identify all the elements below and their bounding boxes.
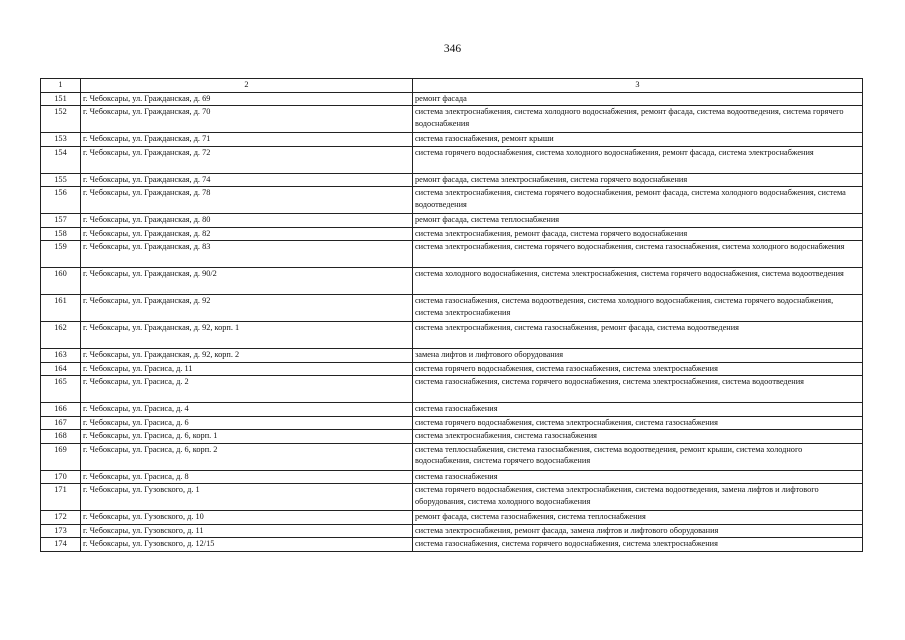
table-row xyxy=(41,106,863,133)
row-number: 163 xyxy=(41,349,81,363)
table-row xyxy=(41,538,863,552)
row-works: система электроснабжения, система газоснабжения xyxy=(413,430,863,444)
row-number: 158 xyxy=(41,227,81,241)
register-table xyxy=(40,78,863,552)
row-number: 153 xyxy=(41,133,81,147)
row-works: система горячего водоснабжения, система электроснабжения, система газоснабжения xyxy=(413,416,863,430)
table-row xyxy=(41,511,863,525)
row-address: г. Чебоксары, ул. Гузовского, д. 11 xyxy=(81,524,413,538)
table-row xyxy=(41,227,863,241)
table-row xyxy=(41,187,863,214)
row-address: г. Чебоксары, ул. Гражданская, д. 92 xyxy=(81,295,413,322)
row-number: 156 xyxy=(41,187,81,214)
row-address: г. Чебоксары, ул. Гузовского, д. 1 xyxy=(81,484,413,511)
row-number: 155 xyxy=(41,173,81,187)
row-works: система газоснабжения, ремонт крыши xyxy=(413,133,863,147)
row-address: г. Чебоксары, ул. Гражданская, д. 71 xyxy=(81,133,413,147)
row-address: г. Чебоксары, ул. Гражданская, д. 92, корп. 1 xyxy=(81,322,413,349)
table-row xyxy=(41,173,863,187)
row-address: г. Чебоксары, ул. Грасиса, д. 6 xyxy=(81,416,413,430)
row-number: 164 xyxy=(41,362,81,376)
page-number: 346 xyxy=(443,43,462,55)
row-number: 167 xyxy=(41,416,81,430)
row-works: система электроснабжения, система горячего водоснабжения, система газоснабжения, система холодного водоснабжения xyxy=(413,241,863,268)
row-address: г. Чебоксары, ул. Гражданская, д. 78 xyxy=(81,187,413,214)
row-number: 166 xyxy=(41,403,81,417)
column-header-number: 1 xyxy=(41,79,81,93)
table-row xyxy=(41,241,863,268)
row-address: г. Чебоксары, ул. Грасиса, д. 2 xyxy=(81,376,413,403)
table-header-row xyxy=(41,79,863,93)
table-row xyxy=(41,403,863,417)
row-address: г. Чебоксары, ул. Грасиса, д. 11 xyxy=(81,362,413,376)
row-works: система электроснабжения, ремонт фасада, замена лифтов и лифтового оборудования xyxy=(413,524,863,538)
column-header-works: 3 xyxy=(413,79,863,93)
row-address: г. Чебоксары, ул. Грасиса, д. 6, корп. 1 xyxy=(81,430,413,444)
table-row xyxy=(41,470,863,484)
row-number: 151 xyxy=(41,92,81,106)
row-works: система теплоснабжения, система газоснабжения, система водоотведения, ремонт крыши, система холодного водоснабжения, система горячего водоснабжения xyxy=(413,443,863,470)
row-address: г. Чебоксары, ул. Гражданская, д. 90/2 xyxy=(81,268,413,295)
row-works: система газоснабжения, система горячего водоснабжения, система электроснабжения xyxy=(413,538,863,552)
table-row xyxy=(41,268,863,295)
row-address: г. Чебоксары, ул. Гражданская, д. 72 xyxy=(81,146,413,173)
row-address: г. Чебоксары, ул. Гражданская, д. 83 xyxy=(81,241,413,268)
row-address: г. Чебоксары, ул. Гражданская, д. 74 xyxy=(81,173,413,187)
table-row xyxy=(41,214,863,228)
row-works: система газоснабжения, система горячего водоснабжения, система электроснабжения, система водоотведения xyxy=(413,376,863,403)
table-row xyxy=(41,349,863,363)
row-works: система электроснабжения, ремонт фасада, система горячего водоснабжения xyxy=(413,227,863,241)
row-number: 161 xyxy=(41,295,81,322)
row-works: замена лифтов и лифтового оборудования xyxy=(413,349,863,363)
row-number: 171 xyxy=(41,484,81,511)
row-number: 168 xyxy=(41,430,81,444)
row-address: г. Чебоксары, ул. Грасиса, д. 8 xyxy=(81,470,413,484)
table-row xyxy=(41,484,863,511)
row-works: система газоснабжения xyxy=(413,470,863,484)
row-works: ремонт фасада, система газоснабжения, система теплоснабжения xyxy=(413,511,863,525)
row-works: система холодного водоснабжения, система электроснабжения, система горячего водоснабжения, система водоотведения xyxy=(413,268,863,295)
table-row xyxy=(41,146,863,173)
row-number: 169 xyxy=(41,443,81,470)
row-number: 165 xyxy=(41,376,81,403)
row-works: система электроснабжения, система холодного водоснабжения, ремонт фасада, система водоотведения, система горячего водоснабжения xyxy=(413,106,863,133)
row-number: 157 xyxy=(41,214,81,228)
row-number: 172 xyxy=(41,511,81,525)
row-address: г. Чебоксары, ул. Гражданская, д. 70 xyxy=(81,106,413,133)
row-works: система электроснабжения, система горячего водоснабжения, ремонт фасада, система холодного водоснабжения, система водоотведения xyxy=(413,187,863,214)
row-address: г. Чебоксары, ул. Грасиса, д. 6, корп. 2 xyxy=(81,443,413,470)
row-address: г. Чебоксары, ул. Гражданская, д. 82 xyxy=(81,227,413,241)
row-works: ремонт фасада, система теплоснабжения xyxy=(413,214,863,228)
row-number: 170 xyxy=(41,470,81,484)
row-works: система горячего водоснабжения, система электроснабжения, система водоотведения, замена лифтов и лифтового оборудования, система холодного водоснабжения xyxy=(413,484,863,511)
row-works: система горячего водоснабжения, система газоснабжения, система электроснабжения xyxy=(413,362,863,376)
table-row xyxy=(41,92,863,106)
table-row xyxy=(41,322,863,349)
row-address: г. Чебоксары, ул. Гражданская, д. 69 xyxy=(81,92,413,106)
row-address: г. Чебоксары, ул. Гузовского, д. 10 xyxy=(81,511,413,525)
row-works: ремонт фасада xyxy=(413,92,863,106)
row-works: система газоснабжения, система водоотведения, система холодного водоснабжения, система горячего водоснабжения, система электроснабжения xyxy=(413,295,863,322)
row-number: 154 xyxy=(41,146,81,173)
row-number: 162 xyxy=(41,322,81,349)
row-number: 174 xyxy=(41,538,81,552)
row-address: г. Чебоксары, ул. Гузовского, д. 12/15 xyxy=(81,538,413,552)
table-row xyxy=(41,443,863,470)
row-number: 159 xyxy=(41,241,81,268)
table-row xyxy=(41,524,863,538)
row-works: система горячего водоснабжения, система холодного водоснабжения, ремонт фасада, система электроснабжения xyxy=(413,146,863,173)
row-address: г. Чебоксары, ул. Грасиса, д. 4 xyxy=(81,403,413,417)
row-address: г. Чебоксары, ул. Гражданская, д. 80 xyxy=(81,214,413,228)
row-works: система газоснабжения xyxy=(413,403,863,417)
row-address: г. Чебоксары, ул. Гражданская, д. 92, корп. 2 xyxy=(81,349,413,363)
column-header-address: 2 xyxy=(81,79,413,93)
table-row xyxy=(41,133,863,147)
row-number: 173 xyxy=(41,524,81,538)
row-works: система электроснабжения, система газоснабжения, ремонт фасада, система водоотведения xyxy=(413,322,863,349)
table-row xyxy=(41,295,863,322)
table-row xyxy=(41,416,863,430)
table-row xyxy=(41,362,863,376)
row-number: 160 xyxy=(41,268,81,295)
row-number: 152 xyxy=(41,106,81,133)
row-works: ремонт фасада, система электроснабжения, система горячего водоснабжения xyxy=(413,173,863,187)
table-row xyxy=(41,430,863,444)
table-row xyxy=(41,376,863,403)
